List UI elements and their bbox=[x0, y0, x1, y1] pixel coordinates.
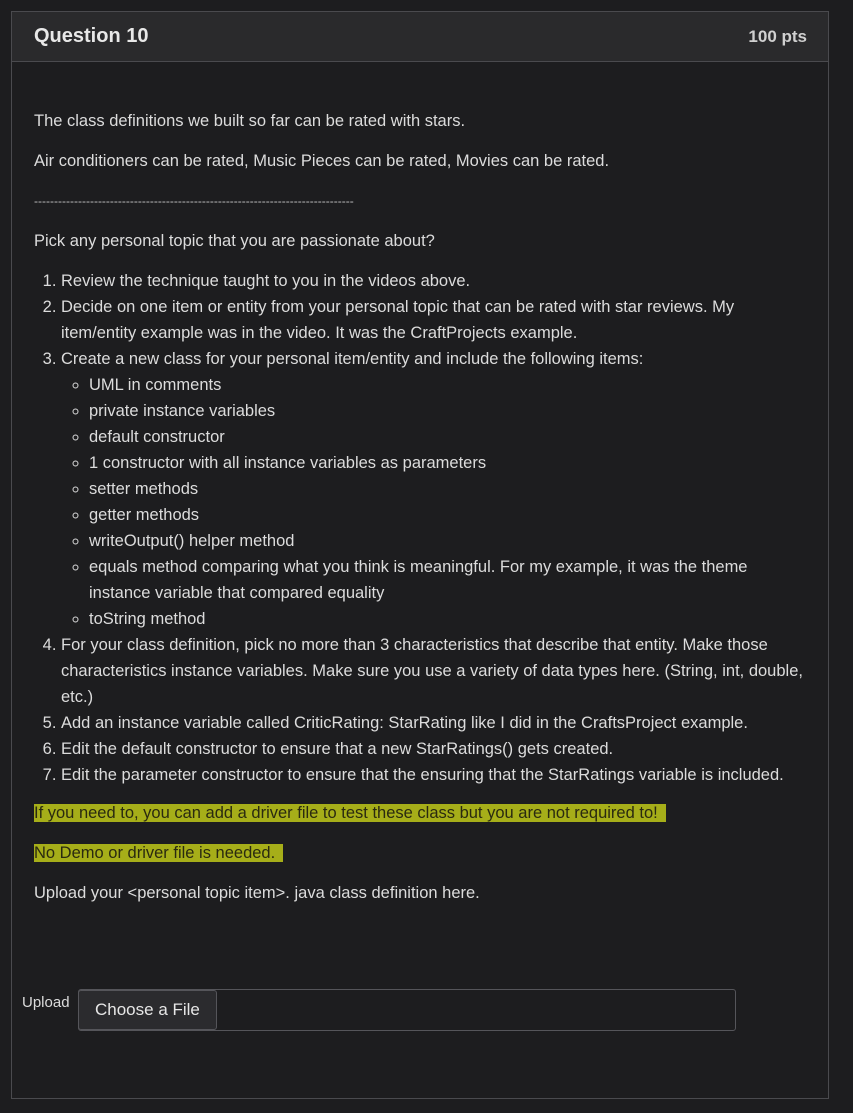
sub-list-item: ◦ getter methods bbox=[89, 502, 806, 528]
prompt-text: Pick any personal topic that you are passionate about? bbox=[34, 232, 435, 250]
upload-instruction: Upload your <personal topic item>. java class definition here. bbox=[34, 884, 480, 902]
sub-list-item: ◦ 1 constructor with all instance variables as parameters bbox=[89, 450, 806, 476]
highlighted-text: No Demo or driver file is needed. bbox=[34, 844, 283, 862]
question-body bbox=[12, 62, 828, 906]
sub-list-item: ◦ UML in comments bbox=[89, 372, 806, 398]
sub-list-item: ◦ default constructor bbox=[89, 424, 806, 450]
sub-list-item: ◦ private instance variables bbox=[89, 398, 806, 424]
choose-file-button[interactable]: Choose a File bbox=[78, 990, 217, 1030]
upload-label: Upload bbox=[22, 994, 70, 1011]
highlighted-text: If you need to, you can add a driver file to test these class but you are not required to! bbox=[34, 804, 666, 822]
list-item: 6. Edit the default constructor to ensure that a new StarRatings() gets created. bbox=[61, 736, 806, 762]
file-input[interactable] bbox=[78, 989, 736, 1031]
question-panel bbox=[11, 11, 829, 1099]
intro-text-1: The class definitions we built so far can be rated with stars. bbox=[34, 112, 466, 130]
list-item: 2. Decide on one item or entity from your personal topic that can be rated with star reviews. My item/entity example was in the video. It was the CraftProjects example. bbox=[61, 294, 806, 346]
list-item: 1. Review the technique taught to you in the videos above. bbox=[61, 268, 806, 294]
sub-list-item: ◦ toString method bbox=[89, 606, 806, 632]
highlight-note-2 bbox=[34, 840, 806, 866]
list-item: 7. Edit the parameter constructor to ensure that the ensuring that the StarRatings variable is included. bbox=[61, 762, 806, 788]
intro-text-2: Air conditioners can be rated, Music Pieces can be rated, Movies can be rated. bbox=[34, 152, 610, 170]
question-header bbox=[12, 12, 828, 62]
question-points: 100 pts bbox=[748, 26, 807, 46]
question-title: Question 10 bbox=[34, 25, 149, 47]
list-item-text: Create a new class for your personal item/entity and include the following items: bbox=[61, 350, 644, 368]
highlight-note-1 bbox=[34, 800, 806, 826]
upload-row bbox=[22, 989, 736, 1031]
list-item: 5. Add an instance variable called CriticRating: StarRating like I did in the CraftsProject example. bbox=[61, 710, 806, 736]
dashed-divider: -------------------------------------------------------------------------------- bbox=[34, 194, 354, 208]
sub-list-item: ◦ setter methods bbox=[89, 476, 806, 502]
list-item bbox=[61, 346, 806, 632]
steps-list bbox=[34, 268, 806, 788]
list-item: 4. For your class definition, pick no more than 3 characteristics that describe that entity. Make those characteristics instance variables. Make sure you use a variety of data types here. (String, int, double, etc.) bbox=[61, 632, 806, 710]
sub-list-item: ◦ writeOutput() helper method bbox=[89, 528, 806, 554]
sub-list-item: ◦ equals method comparing what you think is meaningful. For my example, it was the theme instance variable that compared equality bbox=[89, 554, 806, 606]
sub-list bbox=[61, 372, 806, 632]
